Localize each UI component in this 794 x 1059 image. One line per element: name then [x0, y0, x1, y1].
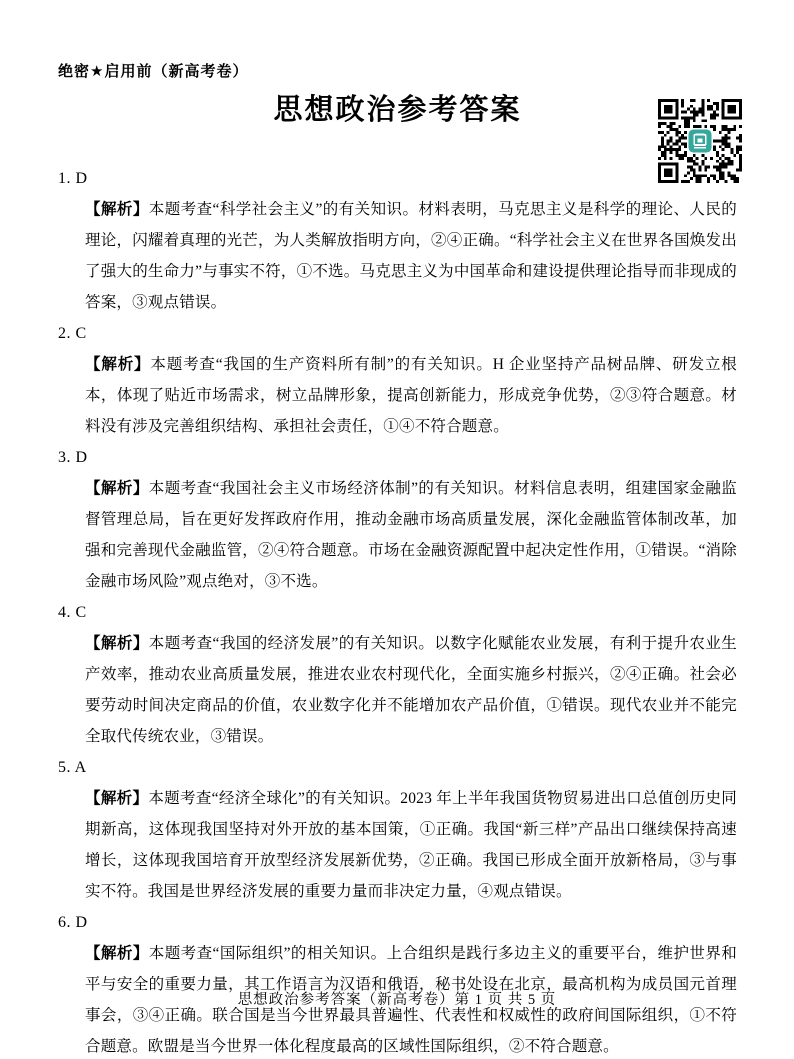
- answer-list: [58, 163, 737, 1059]
- analysis-tag: 【解析】: [85, 480, 149, 497]
- answer-item-1: [58, 163, 737, 318]
- qr-code-image: [658, 99, 742, 183]
- answer-item-4: [58, 597, 737, 752]
- page-footer: 思想政治参考答案（新高考卷）第 1 页 共 5 页: [237, 992, 557, 1008]
- answer-analysis: [85, 473, 737, 597]
- analysis-tag: 【解析】: [85, 635, 149, 652]
- analysis-text: 本题考查“我国的经济发展”的有关知识。以数字化赋能农业发展，有利于提升农业生产效率，推动农业高质量发展，推进农业农村现代化，全面实施乡村振兴，②④正确。社会必要劳动时间决定商品的价值，农业数字化并不能增加农产品价值，①错误。现代农业并不能完全取代传统农业，③错误。: [85, 635, 737, 745]
- answer-item-6: [58, 907, 737, 1059]
- analysis-text: 本题考查“国际组织”的相关知识。上合组织是践行多边主义的重要平台，维护世界和平与安全的重要力量，其工作语言为汉语和俄语，秘书处设在北京，最高机构为成员国元首理事会，③④正确。联合国是当今世界最具普遍性、代表性和权威性的政府间国际组织，①不符合题意。欧盟是当今世界一体化程度最高的区域性国际组织，②不符合题意。: [85, 945, 737, 1055]
- answer-item-5: [58, 752, 737, 907]
- analysis-tag: 【解析】: [85, 201, 149, 218]
- analysis-tag: 【解析】: [85, 945, 149, 962]
- answer-analysis: [85, 783, 737, 907]
- answer-number: 4. C: [58, 604, 87, 621]
- page-title: 思想政治参考答案: [273, 94, 522, 126]
- analysis-text: 本题考查“科学社会主义”的有关知识。材料表明，马克思主义是科学的理论、人民的理论，闪耀着真理的光芒，为人类解放指明方向，②④正确。“科学社会主义在世界各国焕发出了强大的生命力”与事实不符，①不选。马克思主义为中国革命和建设提供理论指导而非现成的答案，③观点错误。: [85, 201, 737, 311]
- qr-code: [658, 99, 742, 183]
- answer-number: 2. C: [58, 325, 87, 342]
- analysis-text: 本题考查“经济全球化”的有关知识。2023 年上半年我国货物贸易进出口总值创历史同期新高，这体现我国坚持对外开放的基本国策，①正确。我国“新三样”产品出口继续保持高速增长，这体现我国培育开放型经济发展新优势，②正确。我国已形成全面开放新格局，③与事实不符。我国是世界经济发展的重要力量而非决定力量，④观点错误。: [85, 790, 737, 900]
- analysis-tag: 【解析】: [85, 790, 149, 807]
- answer-analysis: [85, 194, 737, 318]
- answer-number: 5. A: [58, 759, 87, 776]
- answer-number: 3. D: [58, 449, 88, 466]
- security-classification-label: 绝密★启用前（新高考卷）: [58, 63, 249, 80]
- analysis-tag: 【解析】: [85, 356, 151, 373]
- answer-analysis: [85, 349, 737, 442]
- answer-item-3: [58, 442, 737, 597]
- answer-number: 1. D: [58, 170, 88, 187]
- answer-item-2: [58, 318, 737, 442]
- analysis-text: 本题考查“我国的生产资料所有制”的有关知识。H 企业坚持产品树品牌、研发立根本，体现了贴近市场需求，树立品牌形象，提高创新能力，形成竞争优势，②③符合题意。材料没有涉及完善组织结构、承担社会责任，①④不符合题意。: [85, 356, 737, 435]
- answer-number: 6. D: [58, 914, 88, 931]
- analysis-text: 本题考查“我国社会主义市场经济体制”的有关知识。材料信息表明，组建国家金融监督管理总局，旨在更好发挥政府作用，推动金融市场高质量发展，深化金融监管体制改革，加强和完善现代金融监管，②④符合题意。市场在金融资源配置中起决定性作用，①错误。“消除金融市场风险”观点绝对，③不选。: [85, 480, 737, 590]
- answer-analysis: [85, 628, 737, 752]
